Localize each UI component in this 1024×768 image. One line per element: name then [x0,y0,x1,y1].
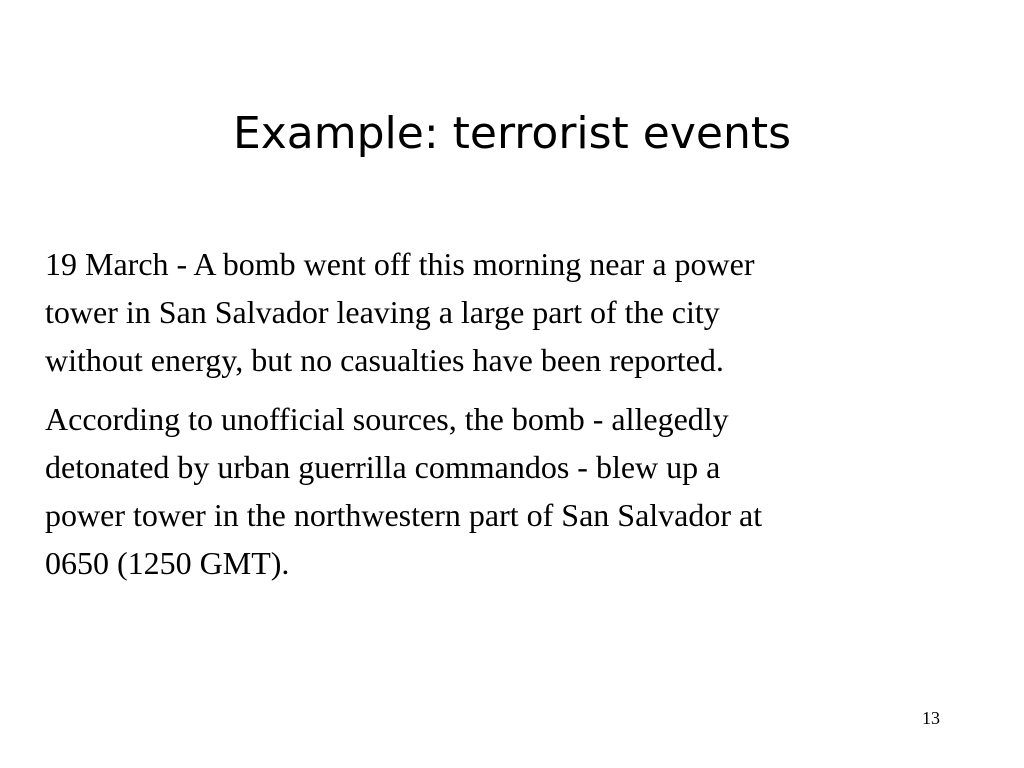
paragraph-2 [45,395,995,587]
paragraph-line: 0650 (1250 GMT). [45,545,290,581]
paragraph-1 [45,240,995,384]
paragraph-line: detonated by urban guerrilla commandos - blew up a [45,449,721,485]
slide-title: Example: terrorist events [232,108,792,159]
page-number: 13 [922,708,940,728]
paragraph-line: 19 March - A bomb went off this morning near a power [45,246,755,282]
paragraph-line: tower in San Salvador leaving a large part of the city [45,294,720,330]
slide-body [45,240,995,598]
paragraph-line: without energy, but no casualties have been reported. [45,342,724,378]
paragraph-line: According to unofficial sources, the bomb - allegedly [45,401,729,437]
paragraph-line: power tower in the northwestern part of San Salvador at [45,497,763,533]
